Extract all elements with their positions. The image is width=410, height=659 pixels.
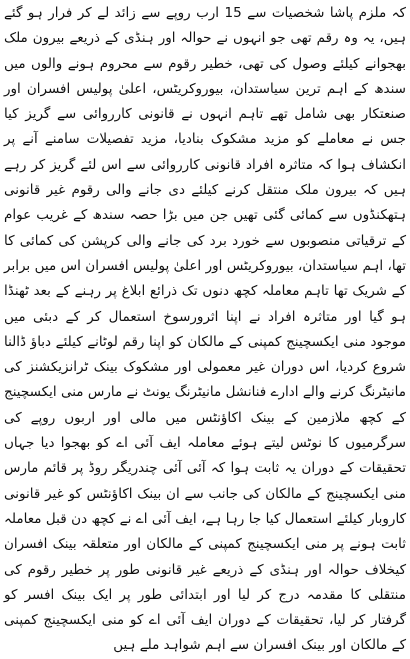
article-body-text: کہ ملزم پاشا شخصیات سے 15 ارب روپے سے زائد لے کر فرار ہو گئے ہیں، یہ وہ رقم تھی جو انہوں نے حوالہ اور ہنڈی کے ذریعے بیرون ملک بھجوانے کیلئے وصول کی تھی، خطیر رقوم سے محروم ہونے والوں میں سندھ کے اہم ترین سیاستدان، بیوروکریٹس، اعلیٰ پولیس افسران اور صنعتکار بھی شامل تھے تاہم انہوں نے قانونی کارروائی سے گریز کیا جس نے معاملے کو مزید مشکوک بنادیا، مزید تفصیلات سامنے آنے پر انکشاف ہوا کہ متاثرہ افراد قانونی کارروائی سے اس لئے گریز کر رہے ہیں کہ بیرون ملک منتقل کرنے کیلئے دی جانے والی رقوم غیر قانونی ہتھکنڈوں سے کمائی گئی تھیں جن میں بڑا حصہ سندھ کے غریب عوام کے ترقیاتی منصوبوں سے خورد برد کی جانے والی کرپشن کی کمائی کا تھا، اہم سیاستدان، بیوروکریٹس اور اعلیٰ پولیس افسران اس میں برابر کے شریک تھا تاہم معاملہ کچھ دنوں تک ذرائع ابلاغ پر رہنے کے بعد ٹھنڈا ہو گیا اور متاثرہ افراد نے اپنا اثرورسوخ استعمال کر کے دبئی میں موجود منی ایکسچینج کمپنی کے مالکان کو اپنا رقم لوٹانے کیلئے دباؤ ڈالنا شروع کردیا، اس دوران غیر معمولی اور مشکوک بینک ٹرانزیکشنز کی مانیٹرنگ کرنے والے ادارے فنانشل مانیٹرنگ یونٹ نے مارس منی ایکسچینج کے کچھ ملازمین کے بینک اکاؤنٹس میں مالی اور اربوں روپے کی سرگرمیوں کا نوٹس لیتے ہوئے معاملہ ایف آئی اے کو بھجوا دیا جہاں تحقیقات کے دوران یہ ثابت ہوا کہ آئی آئی چندریگر روڈ پر قائم مارس منی ایکسچینج کے مالکان کی جانب سے ان بینک اکاؤنٹس کو غیر قانونی کاروبار کیلئے استعمال کیا جا رہا ہے، ایف آئی اے نے کچھ دن قبل معاملہ ثابت ہونے پر منی ایکسچینج کمپنی کے مالکان اور متعلقہ بینک افسران کیخلاف حوالہ اور ہنڈی کے ذریعے غیر قانونی طور پر خطیر رقوم کی منتقلی کا مقدمہ درج کر لیا اور ابتدائی طور پر ایک بینک افسر کو گرفتار کر لیا، تحقیقات کے دوران ایف آئی اے کو منی ایکسچینج کمپنی کے مالکان اور بینک افسران سے اہم شواہد ملے ہیں <box>4 5 406 654</box>
